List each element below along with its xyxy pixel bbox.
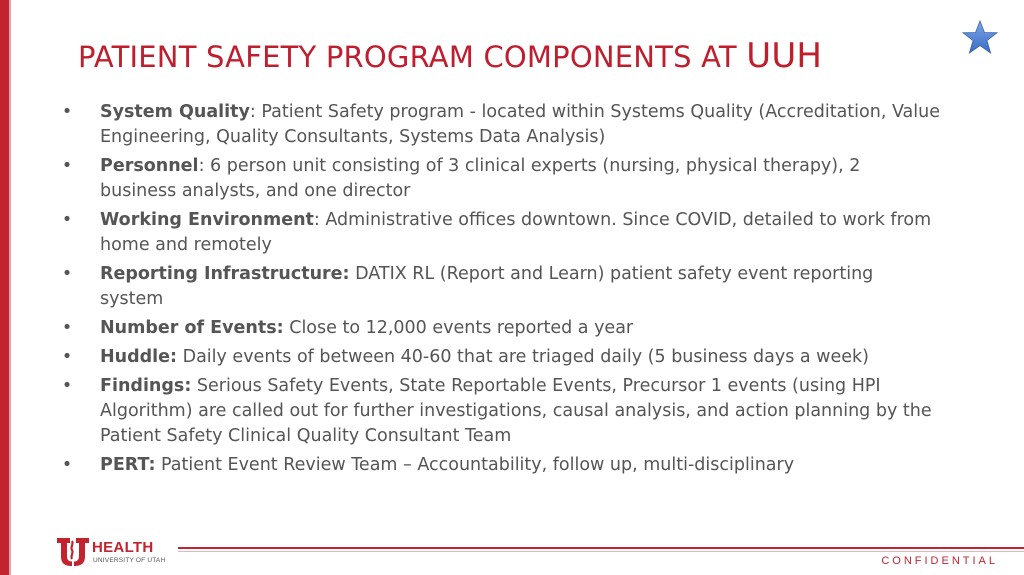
bullet-dot: • bbox=[61, 102, 73, 122]
bullet-text: : Patient Safety program - located within Systems Quality (Accreditation, Value Engineering, Quality Consultants, Systems Data Analysis) bbox=[100, 102, 941, 147]
slide-title-main: PATIENT SAFETY PROGRAM COMPONENTS AT bbox=[78, 40, 747, 74]
bullet-text: Serious Safety Events, State Reportable Events, Precursor 1 events (using HPI Algorithm) are called out for further investigations, causal analysis, and action planning by the Patient Safety Clinical Quality Consultant Team bbox=[100, 376, 932, 446]
bullet-text: Close to 12,000 events reported a year bbox=[283, 318, 634, 338]
logo-university-text: UNIVERSITY OF UTAH bbox=[93, 557, 166, 564]
bullet-item bbox=[60, 316, 940, 341]
bullet-item bbox=[60, 345, 940, 370]
bullet-label: Reporting Infrastructure: bbox=[100, 264, 350, 284]
bullet-text: DATIX RL (Report and Learn) patient safety event reporting system bbox=[100, 264, 874, 309]
slide-title bbox=[78, 36, 938, 76]
bullet-item bbox=[60, 154, 940, 204]
left-accent-bar-shade bbox=[9, 0, 11, 575]
bullet-dot: • bbox=[61, 347, 73, 367]
bullet-label: Huddle: bbox=[100, 347, 178, 367]
bullet-dot: • bbox=[61, 264, 73, 284]
footer-divider-shade bbox=[178, 551, 1024, 552]
bullet-label: System Quality bbox=[100, 102, 250, 122]
bullet-item bbox=[60, 453, 940, 478]
bullet-text: Patient Event Review Team – Accountability, follow up, multi-disciplinary bbox=[155, 455, 795, 475]
bullet-label: Working Environment bbox=[100, 210, 314, 230]
star-icon bbox=[962, 20, 998, 54]
bullet-item bbox=[60, 262, 940, 312]
block-u-icon bbox=[56, 535, 90, 569]
bullet-dot: • bbox=[61, 376, 73, 396]
bullet-item bbox=[60, 208, 940, 258]
u-of-u-health-logo bbox=[56, 535, 176, 569]
bullet-label: Personnel bbox=[100, 156, 199, 176]
bullet-list bbox=[60, 100, 940, 482]
bullet-dot: • bbox=[61, 318, 73, 338]
slide-title-org: UUH bbox=[746, 36, 823, 76]
bullet-text: : 6 person unit consisting of 3 clinical experts (nursing, physical therapy), 2 business analysts, and one director bbox=[100, 156, 861, 201]
bullet-dot: • bbox=[61, 210, 73, 230]
bullet-dot: • bbox=[61, 156, 73, 176]
bullet-item bbox=[60, 374, 940, 449]
bullet-text: Daily events of between 40-60 that are triaged daily (5 business days a week) bbox=[177, 347, 869, 367]
footer-divider bbox=[178, 547, 1024, 549]
bullet-text: : Administrative offices downtown. Since COVID, detailed to work from home and remotely bbox=[100, 210, 932, 255]
left-accent-bar bbox=[0, 0, 9, 575]
bullet-item bbox=[60, 100, 940, 150]
confidential-label: CONFIDENTIAL bbox=[881, 555, 998, 567]
bullet-dot: • bbox=[61, 455, 73, 475]
bullet-label: PERT: bbox=[100, 455, 156, 475]
bullet-label: Number of Events: bbox=[100, 318, 284, 338]
bullet-label: Findings: bbox=[100, 376, 192, 396]
logo-health-text: HEALTH bbox=[92, 539, 154, 556]
